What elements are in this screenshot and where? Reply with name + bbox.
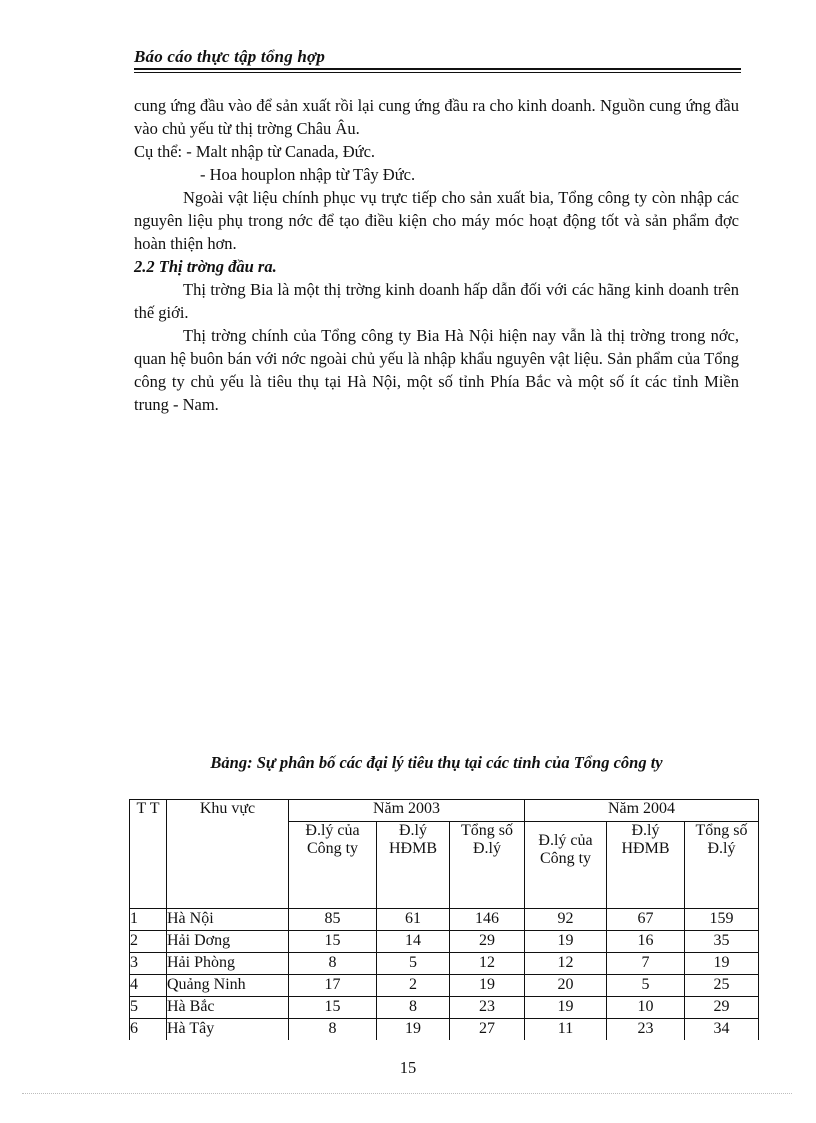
row-region: Quảng Ninh	[167, 975, 289, 997]
row-region: Hải Phòng	[167, 953, 289, 975]
cell-company-2003: 85	[289, 909, 377, 931]
cell-hdmb-2004: 16	[607, 931, 685, 953]
col-header-total-2003: Tổng số Đ.lý	[450, 822, 525, 909]
row-index: 2	[130, 931, 167, 953]
paragraph-detail-item: - Hoa houplon nhập từ Tây Đức.	[200, 165, 416, 184]
col-header-year-2003: Năm 2003	[289, 800, 525, 822]
table-row	[130, 1019, 759, 1041]
cell-hdmb-2003: 2	[377, 975, 450, 997]
agent-distribution-table	[129, 799, 759, 1040]
cell-company-2003: 8	[289, 953, 377, 975]
col-header-total-2004: Tổng số Đ.lý	[685, 822, 759, 909]
paragraph-detail: Cụ thể: - Malt nhập từ Canada, Đức.	[134, 142, 376, 161]
table-row	[130, 997, 759, 1019]
body-text	[134, 94, 739, 416]
table-row	[130, 931, 759, 953]
cell-company-2004: 92	[525, 909, 607, 931]
col-header-company-agents-2004: Đ.lý của Công ty	[525, 822, 607, 909]
cell-hdmb-2003: 14	[377, 931, 450, 953]
cell-hdmb-2003: 5	[377, 953, 450, 975]
cell-hdmb-2004: 5	[607, 975, 685, 997]
cell-total-2004: 25	[685, 975, 759, 997]
row-region: Hà Nội	[167, 909, 289, 931]
cell-hdmb-2004: 10	[607, 997, 685, 1019]
cell-company-2003: 15	[289, 931, 377, 953]
row-index: 1	[130, 909, 167, 931]
cell-company-2004: 19	[525, 931, 607, 953]
section-heading: 2.2 Thị trờng đầu ra.	[134, 257, 277, 276]
cell-company-2004: 19	[525, 997, 607, 1019]
cell-company-2004: 20	[525, 975, 607, 997]
cell-hdmb-2003: 19	[377, 1019, 450, 1041]
table-row	[130, 975, 759, 997]
header-rule	[134, 68, 741, 70]
col-header-region: Khu vực	[167, 800, 289, 909]
row-index: 6	[130, 1019, 167, 1041]
cell-hdmb-2003: 61	[377, 909, 450, 931]
row-index: 4	[130, 975, 167, 997]
cell-company-2003: 17	[289, 975, 377, 997]
row-index: 3	[130, 953, 167, 975]
cell-total-2003: 23	[450, 997, 525, 1019]
paragraph: Ngoài vật liệu chính phục vụ trực tiếp cho sản xuất bia, Tổng công ty còn nhập các nguyên liệu phụ trong nớc để tạo điều kiện cho máy móc hoạt động tốt và sản phẩm đợc hoàn thiện hơn.	[134, 188, 739, 253]
paragraph: Thị trờng chính của Tổng công ty Bia Hà Nội hiện nay vẫn là thị trờng trong nớc, quan hệ buôn bán với nớc ngoài chủ yếu là nhập khẩu nguyên vật liệu. Sản phẩm của Tổng công ty chủ yếu là tiêu thụ tại Hà Nội, một số tỉnh Phía Bắc và một số ít các tỉnh Miền trung - Nam.	[134, 326, 739, 414]
col-header-company-agents-2003: Đ.lý của Công ty	[289, 822, 377, 909]
cell-hdmb-2004: 7	[607, 953, 685, 975]
paragraph: Thị trờng Bia là một thị trờng kinh doanh hấp dẫn đối với các hãng kinh doanh trên thế giới.	[134, 280, 739, 322]
col-header-tt: T T	[130, 800, 167, 909]
paragraph: cung ứng đầu vào để sản xuất rồi lại cung ứng đầu ra cho kinh doanh. Nguồn cung ứng đầu vào chủ yếu từ thị trờng Châu Âu.	[134, 96, 739, 138]
row-index: 5	[130, 997, 167, 1019]
cell-total-2004: 159	[685, 909, 759, 931]
row-region: Hà Tây	[167, 1019, 289, 1041]
col-header-year-2004: Năm 2004	[525, 800, 759, 822]
cell-total-2003: 19	[450, 975, 525, 997]
running-header: Báo cáo thực tập tổng hợp	[134, 47, 326, 66]
cell-total-2003: 29	[450, 931, 525, 953]
table-row	[130, 953, 759, 975]
cell-total-2004: 35	[685, 931, 759, 953]
cell-total-2003: 146	[450, 909, 525, 931]
cell-company-2004: 12	[525, 953, 607, 975]
col-header-hdmb-agents-2004: Đ.lý HĐMB	[607, 822, 685, 909]
header-rule-thin	[134, 72, 741, 73]
cell-hdmb-2003: 8	[377, 997, 450, 1019]
cell-total-2004: 34	[685, 1019, 759, 1041]
col-header-hdmb-agents-2003: Đ.lý HĐMB	[377, 822, 450, 909]
page-number: 15	[399, 1058, 417, 1077]
table-row	[130, 909, 759, 931]
cell-company-2003: 8	[289, 1019, 377, 1041]
footer-rule	[22, 1093, 792, 1094]
cell-hdmb-2004: 23	[607, 1019, 685, 1041]
cell-total-2003: 27	[450, 1019, 525, 1041]
cell-total-2004: 29	[685, 997, 759, 1019]
row-region: Hải Dơng	[167, 931, 289, 953]
cell-hdmb-2004: 67	[607, 909, 685, 931]
cell-company-2004: 11	[525, 1019, 607, 1041]
cell-total-2004: 19	[685, 953, 759, 975]
row-region: Hà Bắc	[167, 997, 289, 1019]
table-caption: Bảng: Sự phân bố các đại lý tiêu thụ tại các tỉnh của Tổng công ty	[210, 753, 663, 772]
cell-total-2003: 12	[450, 953, 525, 975]
cell-company-2003: 15	[289, 997, 377, 1019]
